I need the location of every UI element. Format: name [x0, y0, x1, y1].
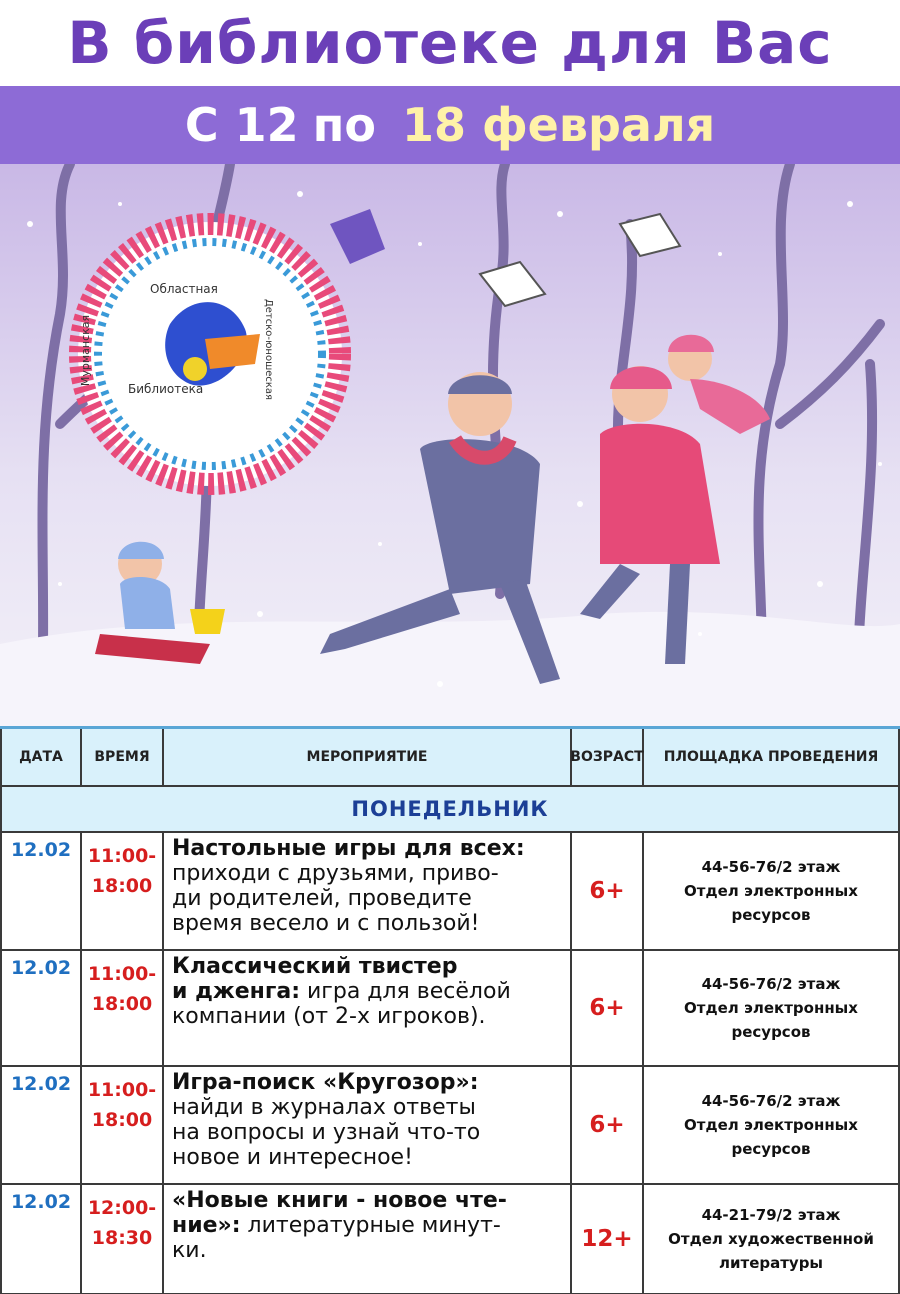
- event-title: «Новые книги - новое чте-: [172, 1188, 507, 1213]
- table-header: [0, 729, 900, 787]
- row-date: 12.02: [0, 833, 82, 951]
- header-age: ВОЗРАСТ: [572, 729, 644, 787]
- place-line: 44-21-79/2 этаж: [701, 1206, 841, 1224]
- row-place: [644, 1185, 900, 1294]
- row-time: [82, 1067, 164, 1185]
- event-desc-line: на вопросы и узнай что-то: [172, 1120, 481, 1145]
- date-separator: по: [312, 98, 376, 152]
- row-age: 6+: [572, 833, 644, 951]
- event-desc-line: найди в журналах ответы: [172, 1095, 476, 1120]
- place-line: 44-56-76/2 этаж: [701, 975, 841, 993]
- date-end: 18 февраля: [402, 98, 716, 152]
- logo-text-bottom: Библиотека: [128, 382, 204, 396]
- day-heading: ПОНЕДЕЛЬНИК: [0, 787, 900, 833]
- place-line: литературы: [719, 1254, 823, 1272]
- event-desc-line: ки.: [172, 1238, 207, 1263]
- logo-text-top: Областная: [150, 282, 218, 296]
- row-date: 12.02: [0, 951, 82, 1067]
- row-date: 12.02: [0, 1185, 82, 1294]
- place-line: Отдел художественной: [668, 1230, 874, 1248]
- row-age: 12+: [572, 1185, 644, 1294]
- place-line: 44-56-76/2 этаж: [701, 1092, 841, 1110]
- place-line: 44-56-76/2 этаж: [701, 858, 841, 876]
- table-row: [0, 833, 900, 951]
- row-place: [644, 833, 900, 951]
- row-event: [164, 951, 572, 1067]
- row-event: [164, 1185, 572, 1294]
- place-line: Отдел электронных: [684, 999, 858, 1017]
- event-title: Классический твистер: [172, 954, 458, 979]
- event-title-cont: и дженга:: [172, 979, 300, 1004]
- event-desc-line: [172, 979, 511, 1004]
- logo-text-left: Мурманская: [79, 314, 93, 387]
- date-start: С 12: [184, 98, 299, 152]
- logo-text-right: Детско-юношеская: [263, 298, 275, 401]
- event-title-cont: ние»:: [172, 1213, 241, 1238]
- event-desc-line: приходи с друзьями, приво-: [172, 861, 499, 886]
- table-row: [0, 951, 900, 1067]
- time-start: 11:00-: [87, 845, 157, 867]
- place-line: ресурсов: [731, 1140, 811, 1158]
- event-desc-inline: игра для весёлой: [300, 979, 511, 1004]
- table-row: [0, 1067, 900, 1185]
- header-date: ДАТА: [0, 729, 82, 787]
- event-desc-inline: литературные минут-: [240, 1213, 501, 1238]
- time-start: 11:00-: [87, 1079, 157, 1101]
- winter-family-illustration: [0, 164, 900, 726]
- time-end: 18:30: [91, 1227, 153, 1249]
- place-line: ресурсов: [731, 1023, 811, 1041]
- row-place: [644, 1067, 900, 1185]
- row-event: [164, 1067, 572, 1185]
- row-date: 12.02: [0, 1067, 82, 1185]
- place-line: Отдел электронных: [684, 1116, 858, 1134]
- table-row: [0, 1185, 900, 1294]
- library-logo: [78, 222, 342, 486]
- place-line: ресурсов: [731, 906, 811, 924]
- time-start: 12:00-: [87, 1197, 157, 1219]
- event-desc-line: новое и интересное!: [172, 1145, 413, 1170]
- header-event: МЕРОПРИЯТИЕ: [164, 729, 572, 787]
- header-place: ПЛОЩАДКА ПРОВЕДЕНИЯ: [644, 729, 900, 787]
- row-event: [164, 833, 572, 951]
- row-age: 6+: [572, 951, 644, 1067]
- time-end: 18:00: [91, 1109, 153, 1131]
- events-table: [0, 726, 900, 1294]
- row-place: [644, 951, 900, 1067]
- place-line: Отдел электронных: [684, 882, 858, 900]
- row-age: 6+: [572, 1067, 644, 1185]
- poster-title: В библиотеке для Вас: [67, 9, 833, 77]
- row-time: [82, 951, 164, 1067]
- row-time: [82, 833, 164, 951]
- event-desc-line: компании (от 2-х игроков).: [172, 1004, 486, 1029]
- header-time: ВРЕМЯ: [82, 729, 164, 787]
- time-end: 18:00: [91, 993, 153, 1015]
- date-range-banner: [0, 86, 900, 164]
- event-title: Настольные игры для всех:: [172, 836, 525, 861]
- time-start: 11:00-: [87, 963, 157, 985]
- row-time: [82, 1185, 164, 1294]
- event-desc-line: [172, 1213, 501, 1238]
- event-desc-line: ди родителей, проведите: [172, 886, 472, 911]
- event-desc-line: время весело и с пользой!: [172, 911, 480, 936]
- time-end: 18:00: [91, 875, 153, 897]
- event-title: Игра-поиск «Кругозор»:: [172, 1070, 479, 1095]
